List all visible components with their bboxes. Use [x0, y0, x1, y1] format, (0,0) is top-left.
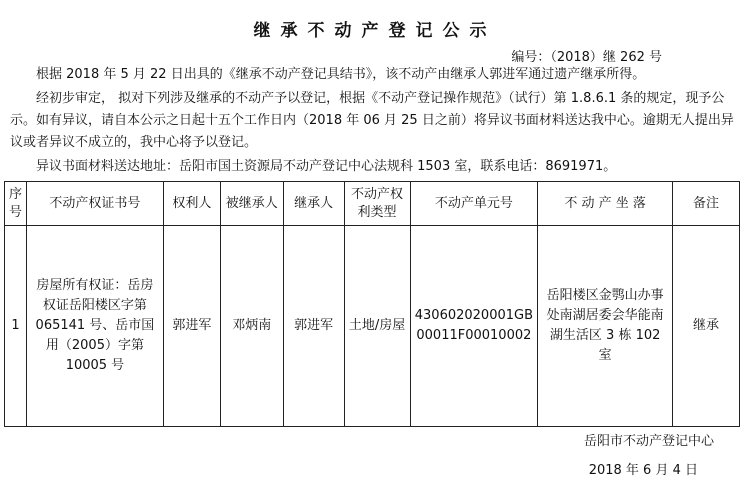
header-holder: 权利人 [163, 182, 220, 226]
property-table [4, 181, 740, 427]
document-number: 编号：（2018）继 262 号 [511, 50, 662, 65]
table-header-row [5, 182, 740, 226]
cell-holder: 郭进军 [163, 226, 220, 427]
header-right-type: 不动产权利类型 [344, 182, 410, 226]
issuer-signature: 岳阳市不动产登记中心 [583, 434, 714, 449]
header-decedent: 被继承人 [220, 182, 283, 226]
page-title: 继承不动产登记公示 [253, 21, 497, 41]
cell-location: 岳阳楼区金鹗山办事处南湖居委会华能南湖生活区 3 栋 102 室 [538, 226, 673, 427]
cell-unit-no: 430602020001GB00011F00010002 [410, 226, 538, 427]
table-row [5, 226, 740, 427]
paragraph-basis: 根据 2018 年 5 月 22 日出具的《继承不动产登记具结书》，该不动产由继承人郭进军通过遗产继承所得。 [36, 67, 646, 82]
header-location: 不 动 产 坐 落 [538, 182, 673, 226]
header-cert: 不动产权证书号 [27, 182, 164, 226]
issue-date: 2018 年 6 月 4 日 [588, 463, 698, 478]
header-no: 序号 [5, 182, 27, 226]
cell-cert: 房屋所有权证：岳房权证岳阳楼区字第 065141 号、岳市国用（2005）字第 10005 号 [27, 226, 164, 427]
paragraph-review: 经初步审定， 拟对下列涉及继承的不动产予以登记，根据《不动产登记操作规范》（试行）第 1.8.6.1 条的规定，现予公示。如有异议，请自本公示之日起十五个工作日内（2018 年 06 月 25 日之前）将异议书面材料送达我中心。逾期无人提出异议或者异议不成立的，我中心将予以登记。 [10, 91, 734, 150]
header-unit-no: 不动产单元号 [410, 182, 538, 226]
cell-no: 1 [5, 226, 27, 427]
cell-decedent: 邓炳南 [220, 226, 283, 427]
header-heir: 继承人 [283, 182, 344, 226]
cell-right-type: 土地/房屋 [344, 226, 410, 427]
header-remark: 备注 [673, 182, 740, 226]
cell-remark: 继承 [673, 226, 740, 427]
paragraph-objection-address: 异议书面材料送达地址：岳阳市国土资源局不动产登记中心法规科 1503 室，联系电话：8691971。 [36, 159, 617, 174]
cell-heir: 郭进军 [283, 226, 344, 427]
